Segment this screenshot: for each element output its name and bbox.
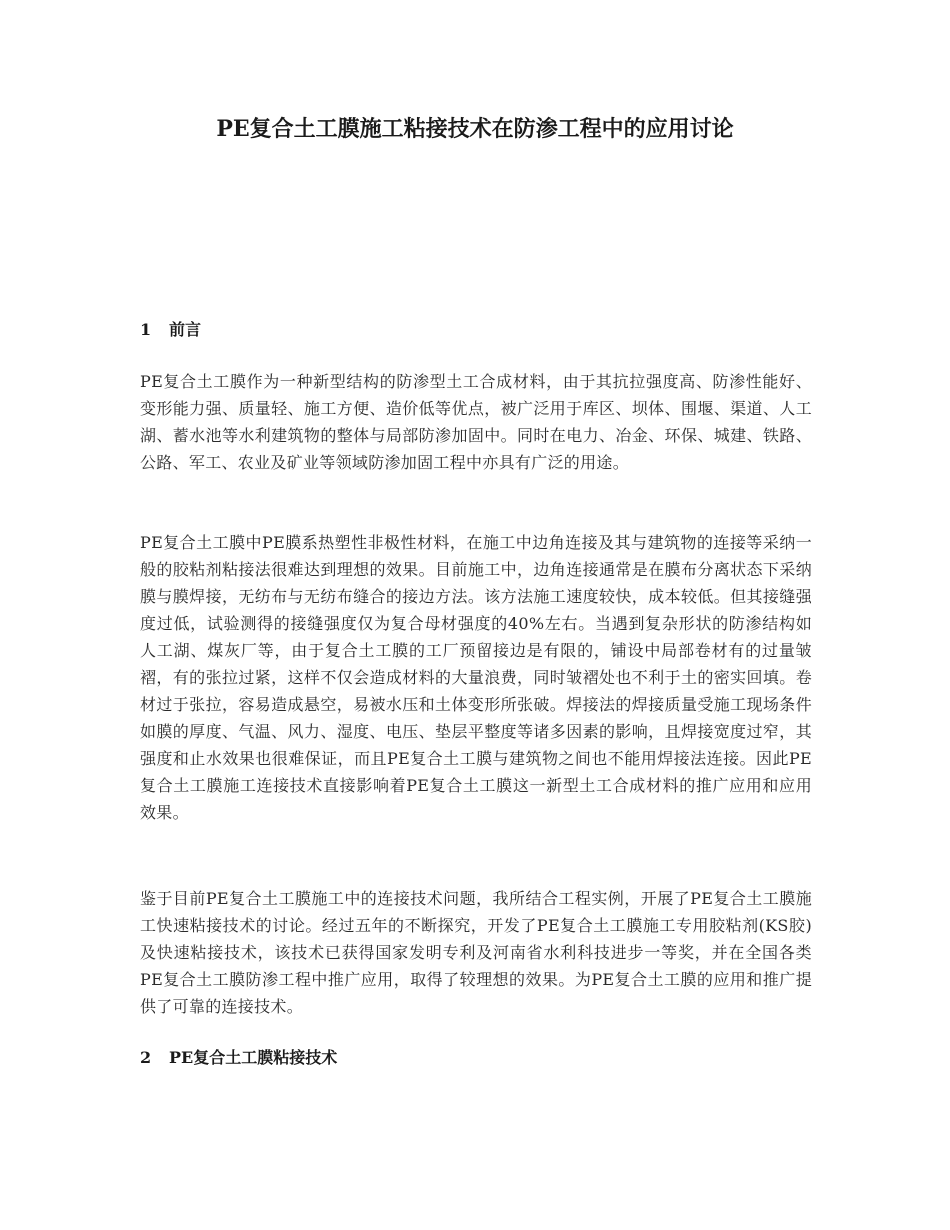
paragraph-research: 鉴于目前PE复合土工膜施工中的连接技术问题，我所结合工程实例，开展了PE复合土工膜施工快速粘接技术的讨论。经过五年的不断探究，开发了PE复合土工膜施工专用胶粘剂(KS胶)及快速粘接技术，该技术已获得国家发明专利及河南省水利科技进步一等奖，并在全国各类PE复合土工膜防渗工程中推广应用，取得了较理想的效果。为PE复合土工膜的应用和推广提供了可靠的连接技术。	[140, 889, 812, 1016]
section-1-title: 前言	[169, 320, 202, 339]
section-1-number: 1	[140, 320, 152, 339]
paragraph-intro: PE复合土工膜作为一种新型结构的防渗型土工合成材料，由于其抗拉强度高、防渗性能好、变形能力强、质量轻、施工方便、造价低等优点，被广泛用于库区、坝体、围堰、渠道、人工湖、蓄水池等水利建筑物的整体与局部防渗加固中。同时在电力、冶金、环保、城建、铁路、公路、军工、农业及矿业等领域防渗加固工程中亦具有广泛的用途。	[140, 372, 812, 472]
section-2-number: 2	[140, 1048, 152, 1067]
document-title: PE复合土工膜施工粘接技术在防渗工程中的应用讨论	[216, 116, 734, 142]
section-2-heading	[140, 1045, 337, 1071]
section-2-title: PE复合土工膜粘接技术	[169, 1048, 338, 1067]
paragraph-problem: PE复合土工膜中PE膜系热塑性非极性材料，在施工中边角连接及其与建筑物的连接等采纳一般的胶粘剂粘接法很难达到理想的效果。目前施工中，边角连接通常是在膜布分离状态下采纳膜与膜焊接，无纺布与无纺布缝合的接边方法。该方法施工速度较快，成本较低。但其接缝强度过低，试验测得的接缝强度仅为复合母材强度的40%左右。当遇到复杂形状的防渗结构如人工湖、煤灰厂等，由于复合土工膜的工厂预留接边是有限的，铺设中局部卷材有的过量皱褶，有的张拉过紧，这样不仅会造成材料的大量浪费，同时皱褶处也不利于土的密实回填。卷材过于张拉，容易造成悬空，易被水压和土体变形所张破。焊接法的焊接质量受施工现场条件如膜的厚度、气温、风力、湿度、电压、垫层平整度等诸多因素的影响，且焊接宽度过窄，其强度和止水效果也很难保证，而且PE复合土工膜与建筑物之间也不能用焊接法连接。因此PE复合土工膜施工连接技术直接影响着PE复合土工膜这一新型土工合成材料的推广应用和应用效果。	[140, 533, 812, 822]
section-1-heading	[140, 317, 201, 343]
